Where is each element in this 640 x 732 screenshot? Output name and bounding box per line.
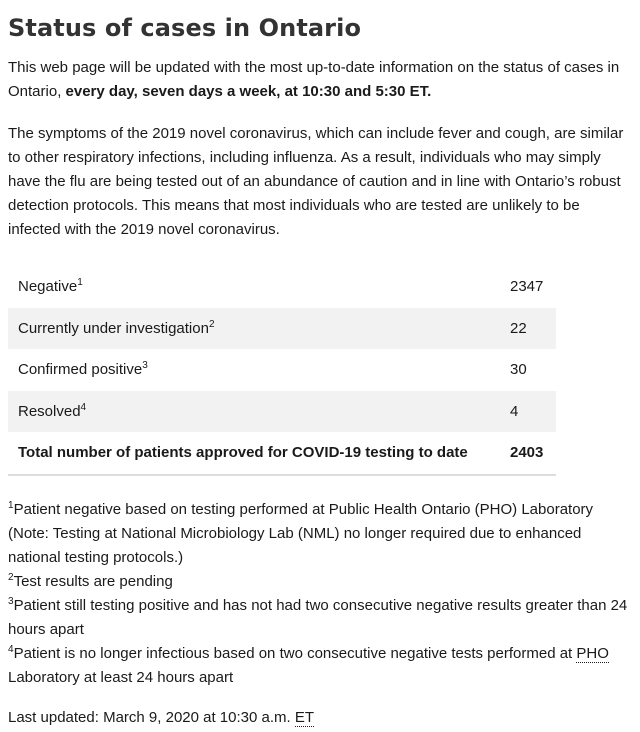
row-label: Confirmed positive$^3$ (18, 360, 148, 379)
row-label: Resolved$^4$ (8, 391, 510, 433)
page-title: Status of cases in Ontario (8, 14, 362, 42)
pho-abbreviation[interactable]: PHO (576, 644, 609, 662)
et-abbreviation[interactable]: ET (294, 708, 315, 726)
total-label: Total number of patients approved for COVID-19 testing to date (8, 432, 510, 475)
total-row (8, 432, 556, 475)
footnote-ref: 4 (80, 401, 87, 413)
footnote-ref: 2 (208, 318, 215, 330)
footnote-2: $^2$Test results are pending (8, 571, 173, 590)
intro-paragraph (8, 56, 630, 104)
footnote-ref: 1 (77, 277, 83, 289)
page-content (8, 12, 630, 730)
footnote-1: $^1$Patient negative based on testing performed at Public Health Ontario (PHO) Laboratory (Note: Testing at National Microbiology Lab (NML) no longer required due to enhanced national testing protocols.) (8, 499, 594, 566)
intro-schedule: every day, seven days a week, at 10:30 and 5:30 ET. (65, 83, 432, 100)
row-value: 22 (510, 308, 556, 350)
intro-text: This web page will be updated with the most up-to-date information on the status of cases in Ontario, (8, 59, 620, 100)
footnotes (8, 498, 630, 690)
total-value: 2403 (510, 432, 556, 475)
footnote-3: $^3$Patient still testing positive and has not had two consecutive negative results greater than 24 hours apart (8, 595, 628, 638)
table-row (8, 308, 556, 350)
footnote-4: $^4$Patient is no longer infectious based on two consecutive negative tests performed at PHO Laboratory at least 24 hours apart (8, 643, 609, 686)
symptoms-paragraph: The symptoms of the 2019 novel coronavirus, which can include fever and cough, are similar to other respiratory infections, including influenza. As a result, individuals who may simply have the flu are being tested out of an abundance of caution and in line with Ontario’s robust detection protocols. This means that most individuals who are tested are unlikely to be infected with the 2019 novel coronavirus. (8, 125, 624, 238)
row-label: Currently under investigation$^2$ (8, 308, 510, 350)
table-row (8, 391, 556, 433)
row-value: 30 (510, 361, 527, 379)
row-label: Negative$^1$ (18, 277, 83, 296)
footnote-ref: 3 (142, 360, 148, 372)
case-status-table (8, 266, 556, 476)
table-row (8, 349, 556, 391)
row-value: 2347 (510, 278, 544, 296)
last-updated: Last updated: March 9, 2020 at 10:30 a.m. ET (8, 708, 315, 726)
table-row (8, 266, 556, 308)
row-value: 4 (510, 391, 556, 433)
